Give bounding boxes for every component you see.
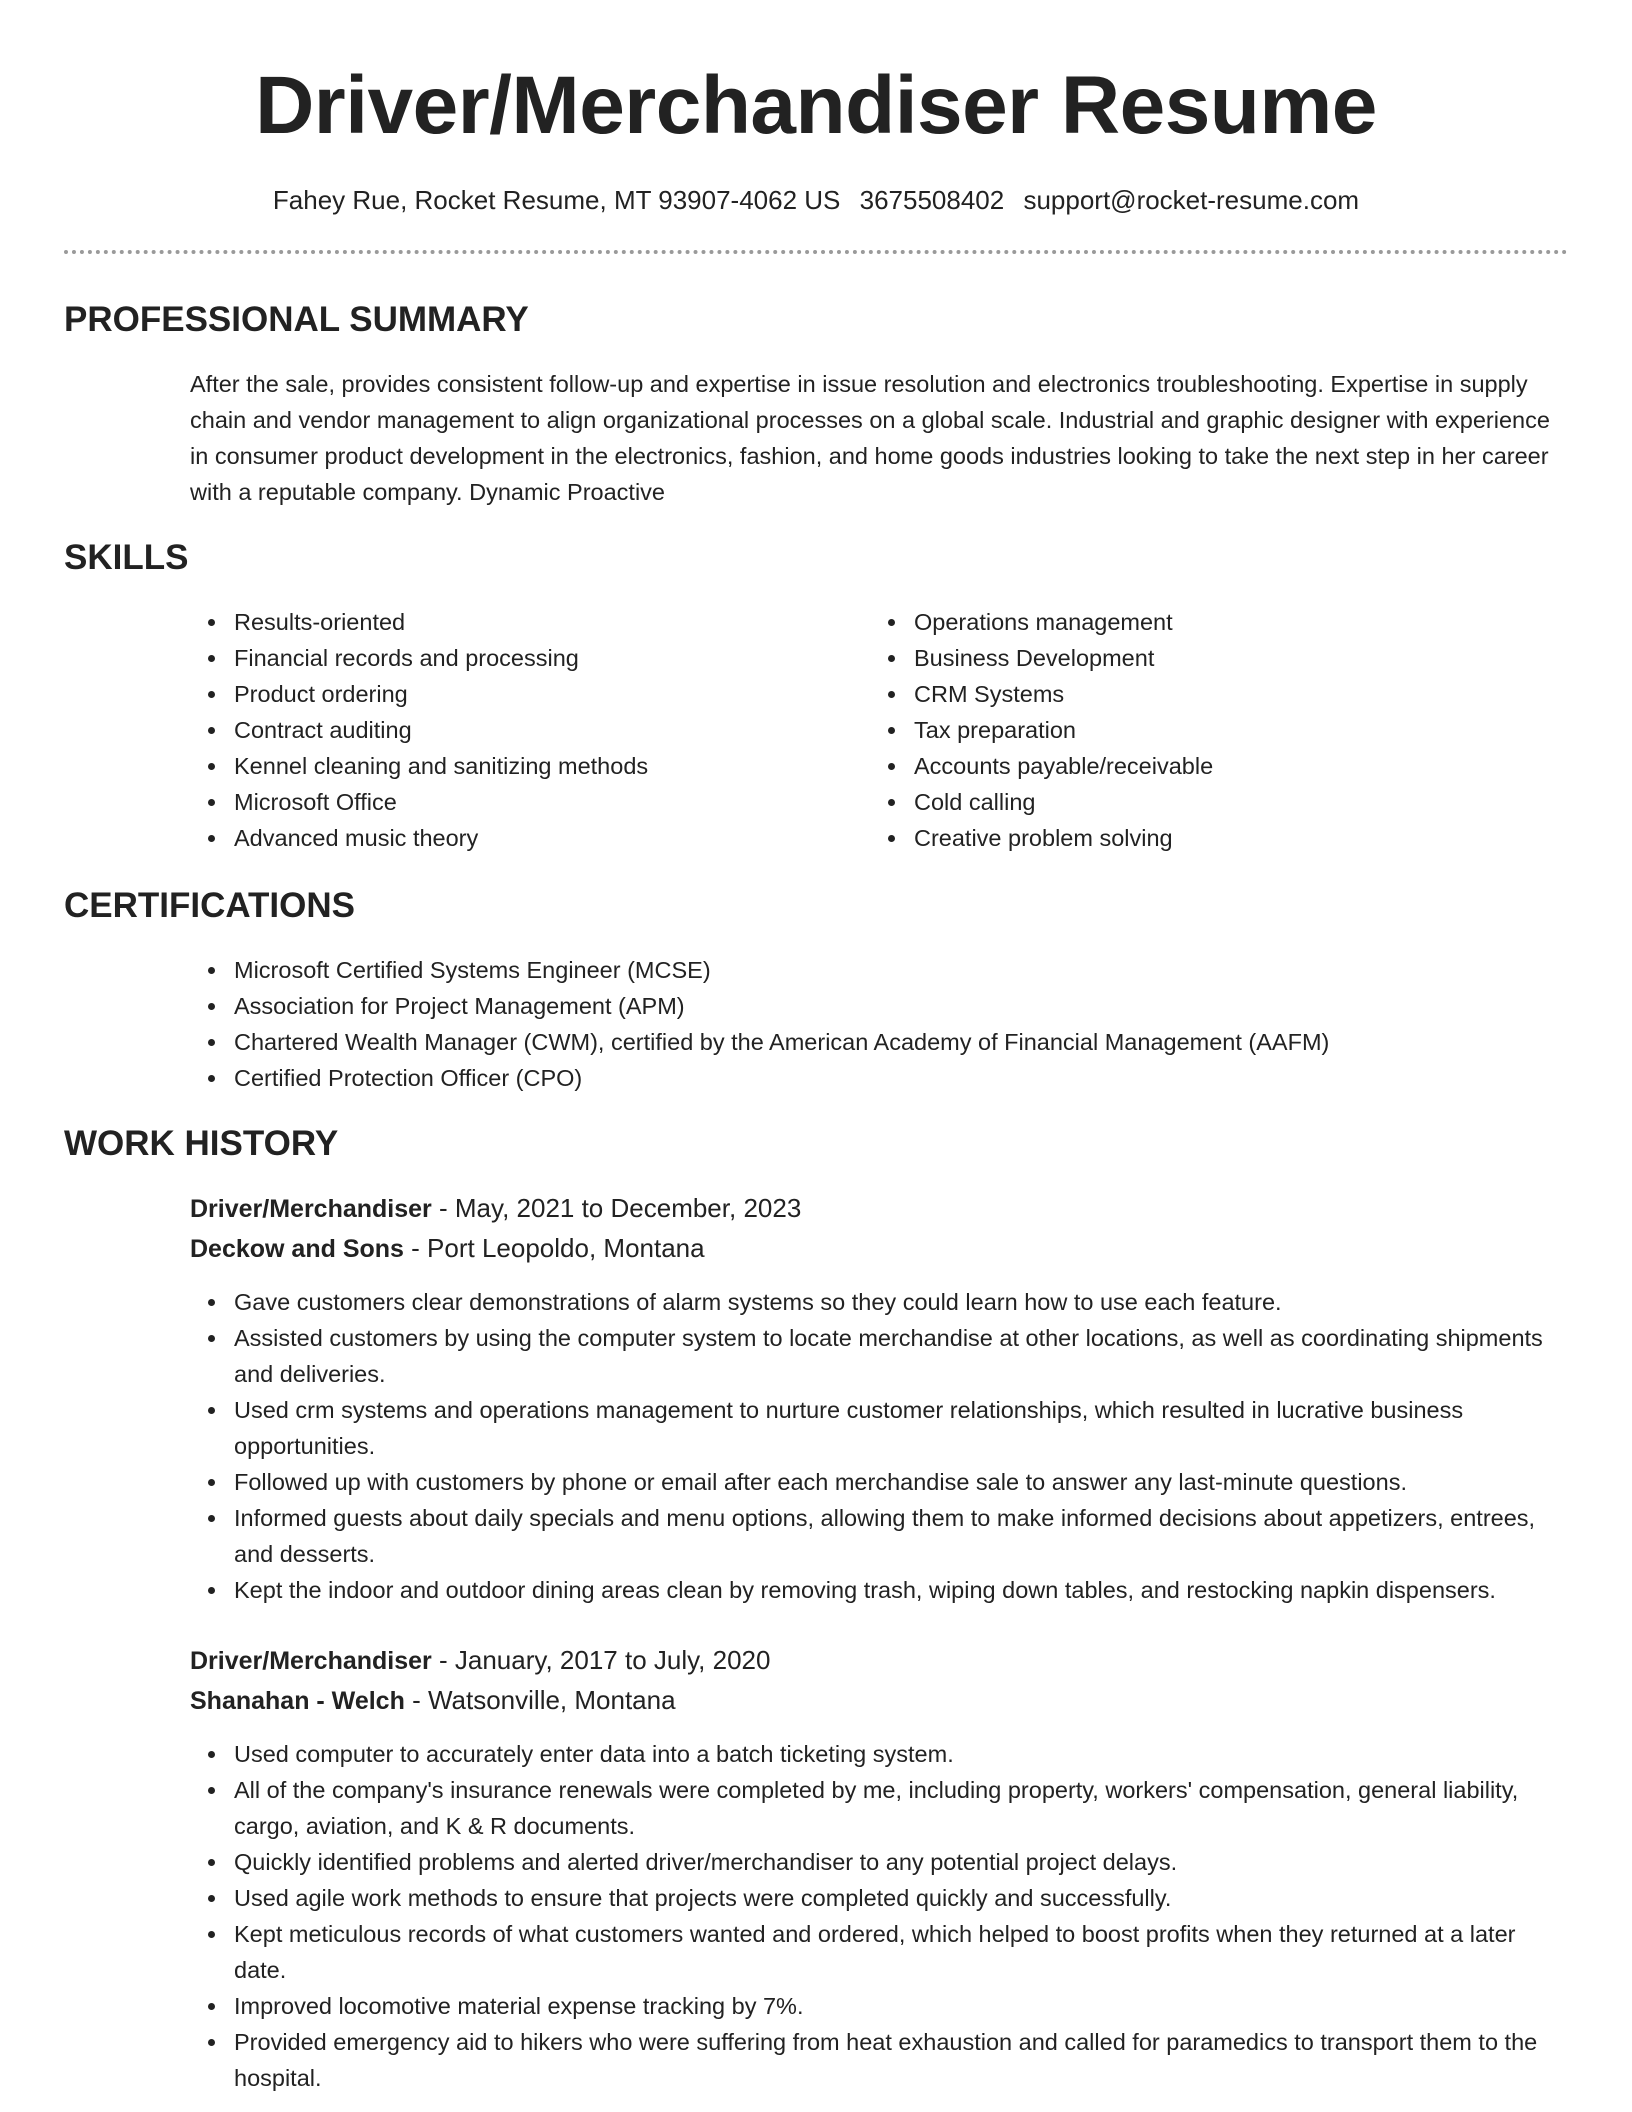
skills-right-column	[870, 604, 1530, 856]
contact-phone: 3675508402	[859, 185, 1005, 215]
skill-item: Operations management	[870, 604, 1530, 640]
job-dates: - January, 2017 to July, 2020	[431, 1645, 771, 1675]
skill-item: Contract auditing	[190, 712, 850, 748]
job-bullet: Gave customers clear demonstrations of alarm systems so they could learn how to use each feature.	[190, 1284, 1570, 1320]
job-bullet: Assisted customers by using the computer system to locate merchandise at other locations, as well as coordinating shipments and deliveries.	[190, 1320, 1570, 1392]
job-company: Deckow and Sons	[190, 1235, 404, 1263]
skill-item: Business Development	[870, 640, 1530, 676]
certifications-list	[190, 952, 1570, 1096]
summary-text: After the sale, provides consistent follow-up and expertise in issue resolution and electronics troubleshooting. Expertise in supply chain and vendor management to align organizational processes on a global scale. Industrial and graphic designer with experience in consumer product development in the electronics, fashion, and home goods industries looking to take the next step in her career with a reputable company. Dynamic Proactive	[190, 371, 1550, 505]
contact-email: support@rocket-resume.com	[1023, 185, 1360, 215]
job-bullet: Improved locomotive material expense tracking by 7%.	[190, 1988, 1570, 2024]
job-title: Driver/Merchandiser	[190, 1195, 432, 1223]
skill-item: Advanced music theory	[190, 820, 850, 856]
job-bullet: Kept the indoor and outdoor dining areas clean by removing trash, wiping down tables, and restocking napkin dispensers.	[190, 1572, 1570, 1608]
job-title-line	[190, 1188, 1570, 1229]
skills-left-column	[190, 604, 850, 856]
skill-item: Tax preparation	[870, 712, 1530, 748]
job-title-line	[190, 1640, 1570, 1681]
job-company: Shanahan - Welch	[190, 1687, 405, 1715]
job-location: - Port Leopoldo, Montana	[403, 1233, 705, 1263]
job-company-line	[190, 1680, 1570, 1721]
job-bullets	[190, 1284, 1570, 1608]
job-dates: - May, 2021 to December, 2023	[431, 1193, 802, 1223]
job-bullets	[190, 1736, 1570, 2096]
skills-heading: SKILLS	[64, 538, 189, 577]
skill-item: Results-oriented	[190, 604, 850, 640]
contact-line	[64, 182, 1568, 218]
certifications-heading: CERTIFICATIONS	[64, 886, 356, 925]
job-bullet: Quickly identified problems and alerted driver/merchandiser to any potential project delays.	[190, 1844, 1570, 1880]
job-bullet: Informed guests about daily specials and menu options, allowing them to make informed decisions about appetizers, entrees, and desserts.	[190, 1500, 1570, 1572]
job-bullet: Kept meticulous records of what customers wanted and ordered, which helped to boost profits when they returned at a later date.	[190, 1916, 1570, 1988]
certification-item: Certified Protection Officer (CPO)	[190, 1060, 1570, 1096]
resume-title: Driver/Merchandiser Resume	[255, 60, 1377, 151]
job-bullet: All of the company's insurance renewals were completed by me, including property, workers' compensation, general liability, cargo, aviation, and K & R documents.	[190, 1772, 1570, 1844]
header-divider	[64, 250, 1568, 254]
job-bullet: Used crm systems and operations management to nurture customer relationships, which resulted in lucrative business opportunities.	[190, 1392, 1570, 1464]
job-bullet: Followed up with customers by phone or email after each merchandise sale to answer any last-minute questions.	[190, 1464, 1570, 1500]
job-location: - Watsonville, Montana	[404, 1685, 676, 1715]
skill-item: Product ordering	[190, 676, 850, 712]
skill-item: Microsoft Office	[190, 784, 850, 820]
job-bullet: Used computer to accurately enter data into a batch ticketing system.	[190, 1736, 1570, 1772]
job-company-line	[190, 1228, 1570, 1269]
skill-item: Accounts payable/receivable	[870, 748, 1530, 784]
skill-item: Creative problem solving	[870, 820, 1530, 856]
skill-item: Kennel cleaning and sanitizing methods	[190, 748, 850, 784]
job-title: Driver/Merchandiser	[190, 1647, 432, 1675]
skill-item: Cold calling	[870, 784, 1530, 820]
certification-item: Chartered Wealth Manager (CWM), certified by the American Academy of Financial Management (AAFM)	[190, 1024, 1570, 1060]
skill-item: CRM Systems	[870, 676, 1530, 712]
contact-address: Fahey Rue, Rocket Resume, MT 93907-4062 US	[272, 185, 841, 215]
work-history-heading: WORK HISTORY	[64, 1124, 339, 1163]
job-bullet: Used agile work methods to ensure that projects were completed quickly and successfully.	[190, 1880, 1570, 1916]
certification-item: Microsoft Certified Systems Engineer (MCSE)	[190, 952, 1570, 988]
skill-item: Financial records and processing	[190, 640, 850, 676]
job-bullet: Provided emergency aid to hikers who were suffering from heat exhaustion and called for paramedics to transport them to the hospital.	[190, 2024, 1570, 2096]
summary-heading: PROFESSIONAL SUMMARY	[64, 300, 529, 339]
certification-item: Association for Project Management (APM)	[190, 988, 1570, 1024]
